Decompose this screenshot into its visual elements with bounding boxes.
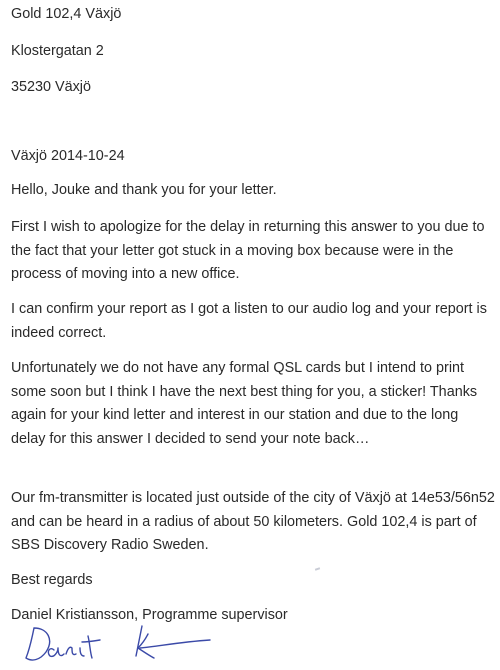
paragraph-confirmation: I can confirm your report as I got a listen to our audio log and your report is indeed correct. — [11, 301, 487, 341]
closing: Best regards — [11, 572, 93, 588]
letter — [11, 0, 496, 670]
letter-date: Växjö 2014-10-24 — [11, 148, 125, 164]
sender-postal: 35230 Växjö — [11, 79, 92, 95]
paragraph-qsl: Unfortunately we do not have any formal QSL cards but I intend to print some soon but I think I have the next best thing for you, a sticker! Thanks again for your kind letter and interest in our station and due to the long delay for this answer I decided to send your note back… — [11, 360, 478, 447]
signatory: Daniel Kristiansson, Programme supervisor — [11, 607, 288, 623]
sender-name: Gold 102,4 Växjö — [11, 6, 122, 22]
handwritten-signature — [20, 622, 220, 668]
sender-street: Klostergatan 2 — [11, 43, 104, 59]
greeting: Hello, Jouke and thank you for your letter. — [11, 182, 277, 198]
paragraph-transmitter: Our fm-transmitter is located just outside of the city of Växjö at 14e53/56n52 and can be heard in a radius of about 50 kilometers. Gold 102,4 is part of SBS Discovery Radio Sweden. — [11, 490, 495, 553]
paragraph-apology: First I wish to apologize for the delay in returning this answer to you due to the fact that your letter got stuck in a moving box because were in the process of moving into a new office. — [11, 219, 485, 282]
